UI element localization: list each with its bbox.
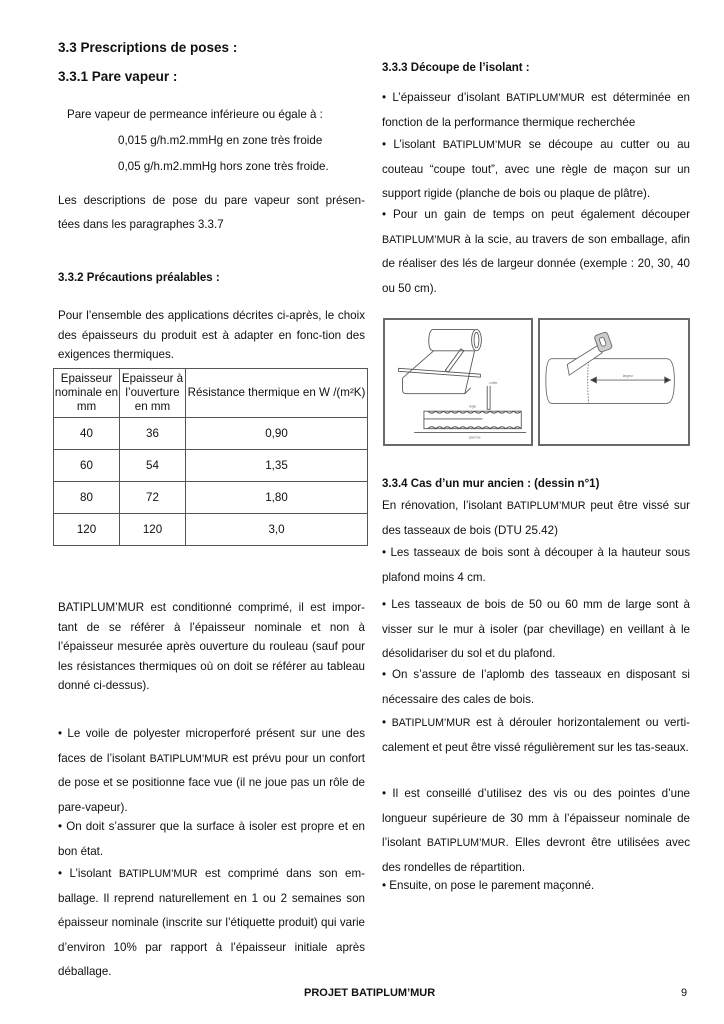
brand-name: BATIPLUM’MUR xyxy=(426,837,506,849)
bullet-text: • Les tasseaux de bois sont à découper à la hauteur sous plafond moins 4 cm. xyxy=(382,546,690,584)
old-wall-intro xyxy=(382,494,690,543)
brand-name: BATIPLUM’MUR xyxy=(118,868,198,880)
table-row xyxy=(54,514,368,546)
subsection-title-332: 3.3.2 Précautions préalables : xyxy=(58,272,220,284)
subsection-title-334: 3.3.4 Cas d’un mur ancien : (dessin n°1) xyxy=(382,478,600,490)
bullet-item xyxy=(382,203,690,301)
brand-name: BATIPLUM’MUR xyxy=(149,752,229,765)
bullet-text: • Le voile de polyester microperforé présent sur une des faces de l’isolant xyxy=(58,727,365,765)
brand-name: BATIPLUM’MUR xyxy=(382,233,461,246)
page-number: 9 xyxy=(681,987,688,999)
table-cell: 36 xyxy=(120,418,186,450)
bullet-text: • L’épaisseur d’isolant xyxy=(382,91,507,104)
figure-cutting-with-saw xyxy=(538,318,690,446)
vapour-barrier-intro: Pare vapeur de permeance inférieure ou égale à : xyxy=(67,108,323,121)
bullet-text: • Les tasseaux de bois de 50 ou 60 mm de large sont à visser sur le mur à isoler (par chevillage) en veillant à le désolidariser du sol et du plafond. xyxy=(382,598,690,660)
precautions-paragraph: Pour l’ensemble des applications décrites ci-après, le choix des épaisseurs du produit est à adapter en fonc-tion des exigences thermiques. xyxy=(58,309,365,361)
bullet-text: se découpe au cutter ou au couteau “coupe tout”, avec une règle de maçon sur un support rigide (planche de bois ou plaque de plâtre). xyxy=(382,138,690,200)
figure-label: largeur xyxy=(622,374,634,379)
vapour-value-other: 0,05 g/h.m2.mmHg hors zone très froide. xyxy=(118,160,329,173)
table-cell: 40 xyxy=(54,418,120,450)
compressed-paragraph: BATIPLUM’MUR est conditionné comprimé, il est impor-tant de se référer à l’épaisseur nominale et non à l’épaisseur mesurée après ouverture du rouleau (sauf pour les résistances thermiques où on doit se référer au tableau donné ci-dessus). xyxy=(58,601,365,692)
brand-name: BATIPLUM’MUR xyxy=(442,139,522,151)
bullet-item xyxy=(382,874,690,899)
table-cell: 0,90 xyxy=(186,418,368,450)
bullet-item xyxy=(382,541,690,590)
bullet-text: à la scie, au travers de son emballage, afin de réaliser des lés de largeur donnée (exemple : 20, 30, 40 ou 50 cm). xyxy=(382,232,690,295)
brand-name: BATIPLUM’MUR xyxy=(391,717,471,729)
table-cell: 3,0 xyxy=(186,514,368,546)
table-header-nominal: Epaisseur nominale en mm xyxy=(54,369,120,418)
bullet-item xyxy=(58,862,365,985)
bullet-item xyxy=(382,663,690,712)
table-row xyxy=(54,418,368,450)
bullet-item xyxy=(58,815,365,864)
figure-cutting-with-cutter xyxy=(383,318,533,446)
table-cell: 120 xyxy=(120,514,186,546)
vapour-value-very-cold: 0,015 g/h.m2.mmHg en zone très froide xyxy=(118,134,323,147)
brand-name: BATIPLUM’MUR xyxy=(506,500,586,512)
bullet-text: • Pour un gain de temps on peut également découper xyxy=(382,208,690,221)
figure-label: planche xyxy=(468,435,481,440)
figure-label: règle xyxy=(468,404,477,409)
thickness-table xyxy=(53,368,368,546)
bullet-text: • L’isolant xyxy=(382,138,443,151)
bullet-text: . Elles devront être utilisées avec des rondelles de répartition. xyxy=(382,836,691,874)
table-header-resistance: Résistance thermique en W /(m²K) xyxy=(186,369,368,418)
bullet-text: • Ensuite, on pose le parement maçonné. xyxy=(382,879,595,892)
bullet-text: • L’isolant xyxy=(58,867,119,880)
bullet-item xyxy=(382,711,690,760)
table-cell: 54 xyxy=(120,450,186,482)
bullet-item xyxy=(382,782,690,880)
footer-project-title: PROJET BATIPLUM’MUR xyxy=(304,987,436,999)
subsection-title-333: 3.3.3 Découpe de l’isolant : xyxy=(382,62,530,74)
intro-text: En rénovation, l’isolant xyxy=(382,499,507,512)
figure-label: cutter xyxy=(489,380,498,385)
cutter-illustration-icon xyxy=(385,320,531,444)
table-cell: 1,35 xyxy=(186,450,368,482)
vapour-description-line-2: tées dans les paragraphes 3.3.7 xyxy=(58,218,224,231)
bullet-text: • xyxy=(382,716,392,729)
bullet-text: • Il est conseillé d’utilisez des vis ou des pointes d’une longueur supérieure de 30 mm à l’épaisseur nominale de l’isolant xyxy=(382,787,690,849)
bullet-text: est à dérouler horizontalement ou verti-calement et peut être vissé régulièrement sur les tas-seaux. xyxy=(382,716,691,754)
vapour-description-line-1: Les descriptions de pose du pare vapeur sont présen- xyxy=(58,194,365,207)
bullet-text: est comprimé dans son em-ballage. Il reprend naturellement en 1 ou 2 semaines son épaisseur nominale (inscrite sur l’étiquette produit) qui varie d’environ 10% par rapport à l’épaisseur initiale après déballage. xyxy=(58,867,365,978)
section-title: 3.3 Prescriptions de poses : xyxy=(58,40,238,55)
intro-text: peut être vissé sur des tasseaux de bois (DTU 25.42) xyxy=(382,499,691,537)
table-row xyxy=(54,450,368,482)
bullet-text: est déterminée en fonction de la performance thermique recherchée xyxy=(382,91,690,129)
bullet-item xyxy=(382,133,690,207)
bullet-item xyxy=(58,722,365,820)
bullet-item xyxy=(382,593,690,667)
saw-illustration-icon xyxy=(540,320,688,444)
table-cell: 120 xyxy=(54,514,120,546)
table-cell: 80 xyxy=(54,482,120,514)
table-cell: 60 xyxy=(54,450,120,482)
table-cell: 1,80 xyxy=(186,482,368,514)
table-row xyxy=(54,482,368,514)
table-header-opening: Epaisseur à l’ouverture en mm xyxy=(120,369,186,418)
bullet-text: • On doit s’assurer que la surface à isoler est propre et en bon état. xyxy=(58,820,365,858)
bullet-text: est prévu pour un confort de pose et se positionne face vue (il ne joue pas un rôle de pare-vapeur). xyxy=(58,751,366,814)
table-header-row xyxy=(54,369,368,418)
table-cell: 72 xyxy=(120,482,186,514)
subsection-title-331: 3.3.1 Pare vapeur : xyxy=(58,69,178,84)
bullet-text: • On s’assure de l’aplomb des tasseaux en disposant si nécessaire des cales de bois. xyxy=(382,668,690,706)
brand-name: BATIPLUM’MUR xyxy=(506,92,585,104)
bullet-item xyxy=(382,86,690,135)
